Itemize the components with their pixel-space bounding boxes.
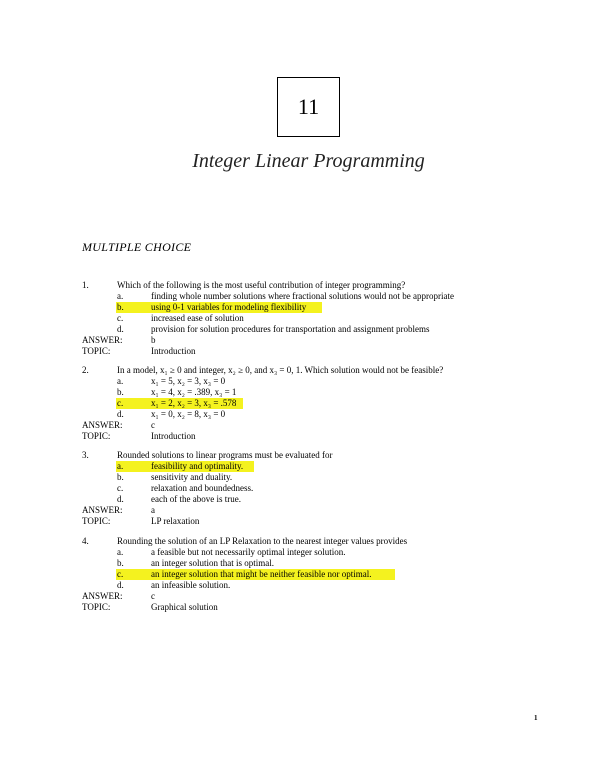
option-text: x₁ = 4, x₂ = .389, x₃ = 1 [151,387,237,397]
option-text: feasibility and optimality. [151,461,244,471]
option-letter: a. [117,461,124,471]
option-text: a feasible but not necessarily optimal integer solution. [151,547,346,557]
option-letter: a. [117,376,124,386]
question-stem: Rounded solutions to linear programs must be evaluated for [117,450,333,460]
topic-value: Introduction [151,431,196,441]
option-letter: c. [117,398,124,408]
option-text: an integer solution that is optimal. [151,558,274,568]
question-stem: Rounding the solution of an LP Relaxation to the nearest integer values provides [117,536,408,546]
topic-label: TOPIC: [82,431,111,441]
answer-label: ANSWER: [82,335,123,345]
topic-label: TOPIC: [82,602,111,612]
option-text: an integer solution that might be neither feasible nor optimal. [151,569,372,579]
answer-label: ANSWER: [82,505,123,515]
question-number: 2. [82,365,89,375]
question-2 [0,365,595,442]
option-letter: d. [117,409,124,419]
option-text: each of the above is true. [151,494,241,504]
section-heading: MULTIPLE CHOICE [82,240,192,254]
page-number: 1 [534,714,538,722]
answer-value: c [151,420,155,430]
option-text: using 0-1 variables for modeling flexibility [151,302,307,312]
question-stem: Which of the following is the most useful contribution of integer programming? [117,280,406,290]
chapter-number: 11 [297,94,320,119]
option-letter: c. [117,313,124,323]
option-text: relaxation and boundedness. [151,483,254,493]
chapter-number-box [277,77,340,137]
option-letter: b. [117,472,124,482]
option-letter: a. [117,291,124,301]
option-letter: c. [117,569,124,579]
question-stem: In a model, x₁ ≥ 0 and integer, x₂ ≥ 0, and x₃ = 0, 1. Which solution would not be feasible? [117,365,444,375]
option-text: finding whole number solutions where fractional solutions would not be appropriate [151,291,454,301]
option-text: x₁ = 2, x₂ = 3, x₃ = .578 [151,398,237,408]
option-letter: b. [117,387,124,397]
option-text: provision for solution procedures for transportation and assignment problems [151,324,430,334]
option-letter: b. [117,302,124,312]
topic-value: Introduction [151,346,196,356]
topic-value: Graphical solution [151,602,218,612]
option-letter: a. [117,547,124,557]
option-text: increased ease of solution [151,313,244,323]
topic-label: TOPIC: [82,516,111,526]
question-1 [0,280,595,357]
topic-label: TOPIC: [82,346,111,356]
option-letter: b. [117,558,124,568]
option-text: an infeasible solution. [151,580,231,590]
chapter-title: Integer Linear Programming [192,150,425,172]
option-text: x₁ = 5, x₂ = 3, x₃ = 0 [151,376,226,386]
option-letter: d. [117,324,124,334]
answer-label: ANSWER: [82,591,123,601]
option-letter: c. [117,483,124,493]
answer-value: a [151,505,155,515]
question-3 [0,450,595,527]
answer-value: b [151,335,156,345]
topic-value: LP relaxation [151,516,200,526]
option-text: sensitivity and duality. [151,472,233,482]
question-number: 3. [82,450,89,460]
question-4 [0,536,595,613]
option-letter: d. [117,494,124,504]
question-number: 4. [82,536,89,546]
option-text: x₁ = 0, x₂ = 8, x₃ = 0 [151,409,226,419]
question-number: 1. [82,280,89,290]
answer-value: c [151,591,155,601]
answer-label: ANSWER: [82,420,123,430]
option-letter: d. [117,580,124,590]
